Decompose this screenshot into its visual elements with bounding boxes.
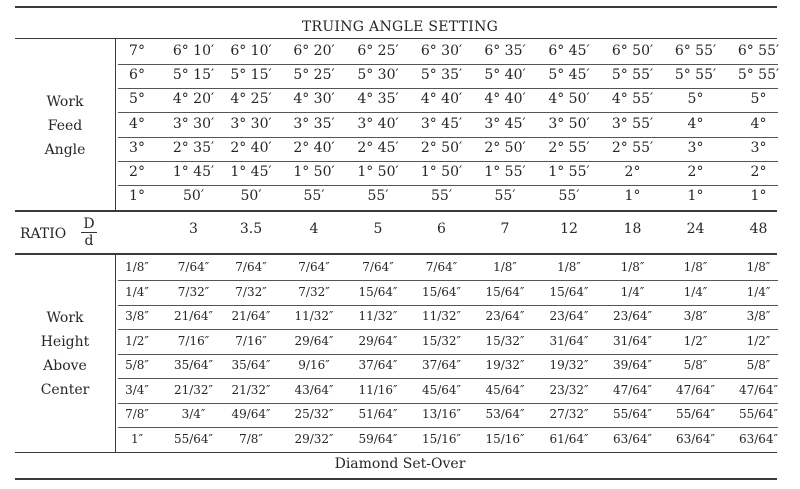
- angle-value-cell: 5° 25′: [293, 67, 335, 84]
- setover-value-cell: 7/64″: [177, 260, 210, 274]
- angle-value-cell: 1° 50′: [420, 164, 463, 180]
- setover-value-cell: 1/8″: [746, 260, 771, 274]
- setover-value-cell: 39/64″: [612, 358, 653, 372]
- setover-value-cell: 15/32″: [421, 333, 462, 348]
- feed-angle-cell: 3°: [129, 139, 145, 156]
- setover-value-cell: 29/32″: [294, 431, 334, 446]
- setover-value-cell: 35/64″: [173, 358, 214, 372]
- angle-value-cell: 3°: [687, 139, 704, 156]
- setover-value-cell: 21/64″: [173, 309, 214, 323]
- setover-value-cell: 21/64″: [231, 309, 271, 323]
- table-title: TRUING ANGLE SETTING: [301, 19, 499, 35]
- setover-value-cell: 7/32″: [298, 284, 330, 299]
- setover-value-cell: 11/16″: [358, 382, 398, 397]
- setover-value-cell: 7/8″: [239, 431, 263, 446]
- angle-value-cell: 4° 20′: [172, 91, 215, 108]
- angle-value-cell: 3° 50′: [548, 115, 590, 132]
- setover-value-cell: 15/64″: [358, 284, 398, 299]
- height-cell: 1/2″: [125, 333, 149, 348]
- setover-value-cell: 3/4″: [181, 407, 206, 421]
- side-label-word: Height: [40, 334, 90, 350]
- angle-value-cell: 4° 55′: [611, 91, 654, 108]
- angle-value-cell: 1° 55′: [548, 164, 590, 180]
- feed-angle-cell: 4°: [129, 115, 145, 132]
- angle-value-cell: 55′: [558, 188, 580, 205]
- ratio-value-cell: 3: [189, 221, 198, 237]
- lower-divider: [115, 255, 116, 452]
- angle-value-cell: 3° 35′: [293, 115, 335, 132]
- footer-caption: Diamond Set-Over: [334, 456, 466, 472]
- angle-value-cell: 2° 55′: [548, 139, 590, 156]
- side-label-word: Work: [46, 94, 84, 110]
- setover-value-cell: 23/32″: [549, 382, 589, 397]
- setover-value-cell: 7/64″: [362, 260, 394, 274]
- setover-value-cell: 15/64″: [421, 284, 462, 299]
- side-label-word: Work: [46, 310, 84, 326]
- setover-value-cell: 5/8″: [683, 358, 708, 372]
- setover-value-cell: 55/64″: [173, 431, 214, 446]
- side-label-word: Center: [40, 382, 90, 398]
- angle-value-cell: 2°: [624, 164, 641, 180]
- setover-value-cell: 21/32″: [231, 382, 271, 397]
- ratio-bottom-rule: [15, 253, 777, 255]
- setover-value-cell: 23/64″: [612, 309, 653, 323]
- ratio-value-cell: 6: [437, 221, 446, 237]
- angle-value-cell: 2° 40′: [293, 139, 335, 156]
- angle-value-cell: 1°: [687, 188, 704, 205]
- setover-value-cell: 15/64″: [485, 284, 525, 299]
- top-rule: [15, 6, 777, 8]
- setover-value-cell: 15/16″: [485, 431, 525, 446]
- ratio-top-rule: [15, 210, 777, 212]
- height-cell: 1/8″: [125, 260, 149, 274]
- angle-value-cell: 5° 45′: [548, 67, 590, 84]
- setover-value-cell: 29/64″: [294, 333, 334, 348]
- angle-value-cell: 3° 40′: [357, 115, 399, 132]
- height-cell: 3/4″: [125, 382, 149, 397]
- angle-value-cell: 4° 40′: [420, 91, 463, 108]
- angle-value-cell: 5° 55′: [737, 67, 780, 84]
- setover-value-cell: 7/16″: [177, 333, 210, 348]
- setover-value-cell: 53/64″: [485, 407, 525, 421]
- setover-value-cell: 11/32″: [294, 309, 334, 323]
- angle-value-cell: 55′: [303, 188, 325, 205]
- setover-value-cell: 49/64″: [231, 407, 271, 421]
- setover-value-cell: 31/64″: [549, 333, 589, 348]
- angle-value-cell: 6° 55′: [674, 43, 717, 59]
- angle-value-cell: 6° 10′: [230, 43, 272, 59]
- setover-value-cell: 59/64″: [358, 431, 398, 446]
- setover-value-cell: 45/64″: [485, 382, 525, 397]
- ratio-fraction: [80, 217, 98, 248]
- setover-value-cell: 61/64″: [549, 431, 589, 446]
- height-cell: 5/8″: [125, 358, 149, 372]
- setover-value-cell: 55/64″: [738, 407, 779, 421]
- ratio-value-cell: 18: [623, 221, 642, 237]
- setover-value-cell: 3/8″: [746, 309, 771, 323]
- setover-value-cell: 7/64″: [425, 260, 458, 274]
- angle-value-cell: 6° 55′: [737, 43, 780, 59]
- setover-value-cell: 1/8″: [620, 260, 645, 274]
- setover-value-cell: 1/8″: [493, 260, 517, 274]
- setover-value-cell: 51/64″: [358, 407, 398, 421]
- angle-value-cell: 1° 45′: [172, 164, 215, 180]
- setover-value-cell: 15/32″: [485, 333, 525, 348]
- angle-value-cell: 1° 50′: [293, 164, 335, 180]
- angle-value-cell: 2° 45′: [357, 139, 399, 156]
- ratio-value-cell: 3.5: [239, 221, 263, 237]
- setover-value-cell: 1/2″: [683, 333, 708, 348]
- angle-value-cell: 4° 40′: [484, 91, 526, 108]
- angle-value-cell: 50′: [240, 188, 262, 205]
- setover-value-cell: 5/8″: [746, 358, 771, 372]
- setover-value-cell: 63/64″: [675, 431, 716, 446]
- setover-value-cell: 15/16″: [421, 431, 462, 446]
- ratio-value-cell: 24: [686, 221, 705, 237]
- angle-value-cell: 1° 50′: [357, 164, 399, 180]
- side-label-word: Feed: [47, 118, 83, 134]
- angle-value-cell: 55′: [494, 188, 516, 205]
- angle-value-cell: 4° 50′: [548, 91, 590, 108]
- setover-value-cell: 37/64″: [421, 358, 462, 372]
- ratio-label: RATIO: [20, 226, 67, 242]
- angle-value-cell: 1°: [750, 188, 767, 205]
- angle-value-cell: 5° 15′: [172, 67, 215, 84]
- setover-value-cell: 43/64″: [294, 382, 334, 397]
- upper-divider: [115, 39, 116, 210]
- angle-value-cell: 1° 55′: [484, 164, 526, 180]
- angle-value-cell: 2° 50′: [484, 139, 526, 156]
- setover-value-cell: 19/32″: [549, 358, 589, 372]
- footer-rule: [15, 452, 777, 453]
- setover-value-cell: 45/64″: [421, 382, 462, 397]
- setover-value-cell: 21/32″: [173, 382, 214, 397]
- setover-value-cell: 1/4″: [683, 284, 708, 299]
- setover-value-cell: 29/64″: [358, 333, 398, 348]
- angle-value-cell: 4° 30′: [293, 91, 335, 108]
- setover-value-cell: 7/64″: [235, 260, 267, 274]
- height-cell: 3/8″: [125, 309, 149, 323]
- side-label-word: Above: [43, 358, 87, 374]
- setover-value-cell: 1/4″: [746, 284, 771, 299]
- angle-value-cell: 6° 20′: [293, 43, 335, 59]
- setover-value-cell: 55/64″: [612, 407, 653, 421]
- ratio-value-cell: 7: [500, 221, 510, 237]
- setover-value-cell: 1/4″: [620, 284, 645, 299]
- setover-value-cell: 35/64″: [231, 358, 271, 372]
- angle-value-cell: 1° 45′: [230, 164, 272, 180]
- angle-value-cell: 2° 40′: [230, 139, 272, 156]
- setover-value-cell: 7/32″: [235, 284, 267, 299]
- angle-value-cell: 2° 55′: [611, 139, 654, 156]
- angle-value-cell: 5°: [687, 91, 704, 108]
- angle-value-cell: 4° 35′: [357, 91, 399, 108]
- angle-value-cell: 3° 30′: [230, 115, 272, 132]
- angle-value-cell: 4° 25′: [230, 91, 272, 108]
- setover-value-cell: 19/32″: [485, 358, 525, 372]
- feed-angle-cell: 2°: [129, 164, 145, 180]
- bottom-rule: [15, 478, 777, 480]
- setover-value-cell: 1/2″: [746, 333, 771, 348]
- setover-value-cell: 7/16″: [235, 333, 267, 348]
- setover-value-cell: 11/32″: [358, 309, 398, 323]
- angle-value-cell: 55′: [367, 188, 389, 205]
- angle-value-cell: 2° 35′: [172, 139, 215, 156]
- angle-value-cell: 6° 45′: [548, 43, 590, 59]
- height-cell: 1/4″: [125, 284, 149, 299]
- setover-value-cell: 31/64″: [612, 333, 653, 348]
- setover-value-cell: 63/64″: [612, 431, 653, 446]
- angle-value-cell: 2° 50′: [420, 139, 463, 156]
- angle-value-cell: 5°: [750, 91, 767, 108]
- ratio-value-cell: 4: [309, 221, 319, 237]
- ratio-denominator: d: [84, 233, 94, 249]
- height-cell: 7/8″: [125, 407, 149, 421]
- angle-value-cell: 3° 45′: [420, 115, 463, 132]
- angle-value-cell: 4°: [687, 115, 704, 132]
- setover-value-cell: 9/16″: [298, 358, 330, 372]
- setover-value-cell: 23/64″: [485, 309, 525, 323]
- side-label-word: Angle: [44, 142, 86, 158]
- setover-value-cell: 1/8″: [683, 260, 708, 274]
- angle-value-cell: 50′: [183, 188, 204, 205]
- setover-value-cell: 23/64″: [549, 309, 589, 323]
- feed-angle-cell: 5°: [129, 91, 145, 108]
- angle-value-cell: 5° 55′: [611, 67, 654, 84]
- setover-value-cell: 7/32″: [177, 284, 210, 299]
- setover-value-cell: 13/16″: [421, 407, 462, 421]
- feed-angle-cell: 1°: [129, 188, 145, 205]
- setover-value-cell: 27/32″: [549, 407, 589, 421]
- setover-value-cell: 3/8″: [683, 309, 708, 323]
- ratio-value-cell: 12: [560, 221, 578, 237]
- angle-value-cell: 3° 30′: [172, 115, 215, 132]
- angle-value-cell: 3° 55′: [611, 115, 654, 132]
- angle-value-cell: 5° 55′: [674, 67, 717, 84]
- title-rule: [15, 38, 777, 39]
- angle-value-cell: 55′: [431, 188, 452, 205]
- angle-value-cell: 6° 30′: [420, 43, 463, 59]
- setover-value-cell: 63/64″: [738, 431, 779, 446]
- setover-value-cell: 25/32″: [294, 407, 334, 421]
- angle-value-cell: 5° 30′: [357, 67, 399, 84]
- setover-value-cell: 15/64″: [549, 284, 589, 299]
- setover-value-cell: 37/64″: [358, 358, 398, 372]
- angle-value-cell: 3°: [750, 139, 767, 156]
- setover-value-cell: 47/64″: [612, 382, 653, 397]
- angle-value-cell: 5° 35′: [420, 67, 463, 84]
- angle-value-cell: 4°: [750, 115, 767, 132]
- ratio-value-cell: 5: [373, 221, 383, 237]
- angle-value-cell: 3° 45′: [484, 115, 526, 132]
- angle-value-cell: 5° 40′: [484, 67, 526, 84]
- angle-value-cell: 2°: [750, 164, 767, 180]
- angle-value-cell: 1°: [624, 188, 641, 205]
- setover-value-cell: 47/64″: [738, 382, 779, 397]
- setover-value-cell: 55/64″: [675, 407, 716, 421]
- angle-value-cell: 6° 10′: [172, 43, 215, 59]
- angle-value-cell: 5° 15′: [230, 67, 272, 84]
- feed-angle-cell: 6°: [129, 67, 145, 84]
- ratio-value-cell: 48: [749, 221, 768, 237]
- angle-value-cell: 6° 25′: [357, 43, 399, 59]
- height-cell: 1″: [130, 431, 144, 446]
- feed-angle-cell: 7°: [129, 43, 145, 59]
- angle-value-cell: 6° 35′: [484, 43, 526, 59]
- setover-value-cell: 7/64″: [298, 260, 330, 274]
- ratio-numerator: D: [83, 216, 95, 232]
- angle-value-cell: 6° 50′: [611, 43, 654, 59]
- setover-value-cell: 47/64″: [675, 382, 716, 397]
- setover-value-cell: 1/8″: [557, 260, 581, 274]
- setover-value-cell: 11/32″: [421, 309, 462, 323]
- angle-value-cell: 2°: [687, 164, 704, 180]
